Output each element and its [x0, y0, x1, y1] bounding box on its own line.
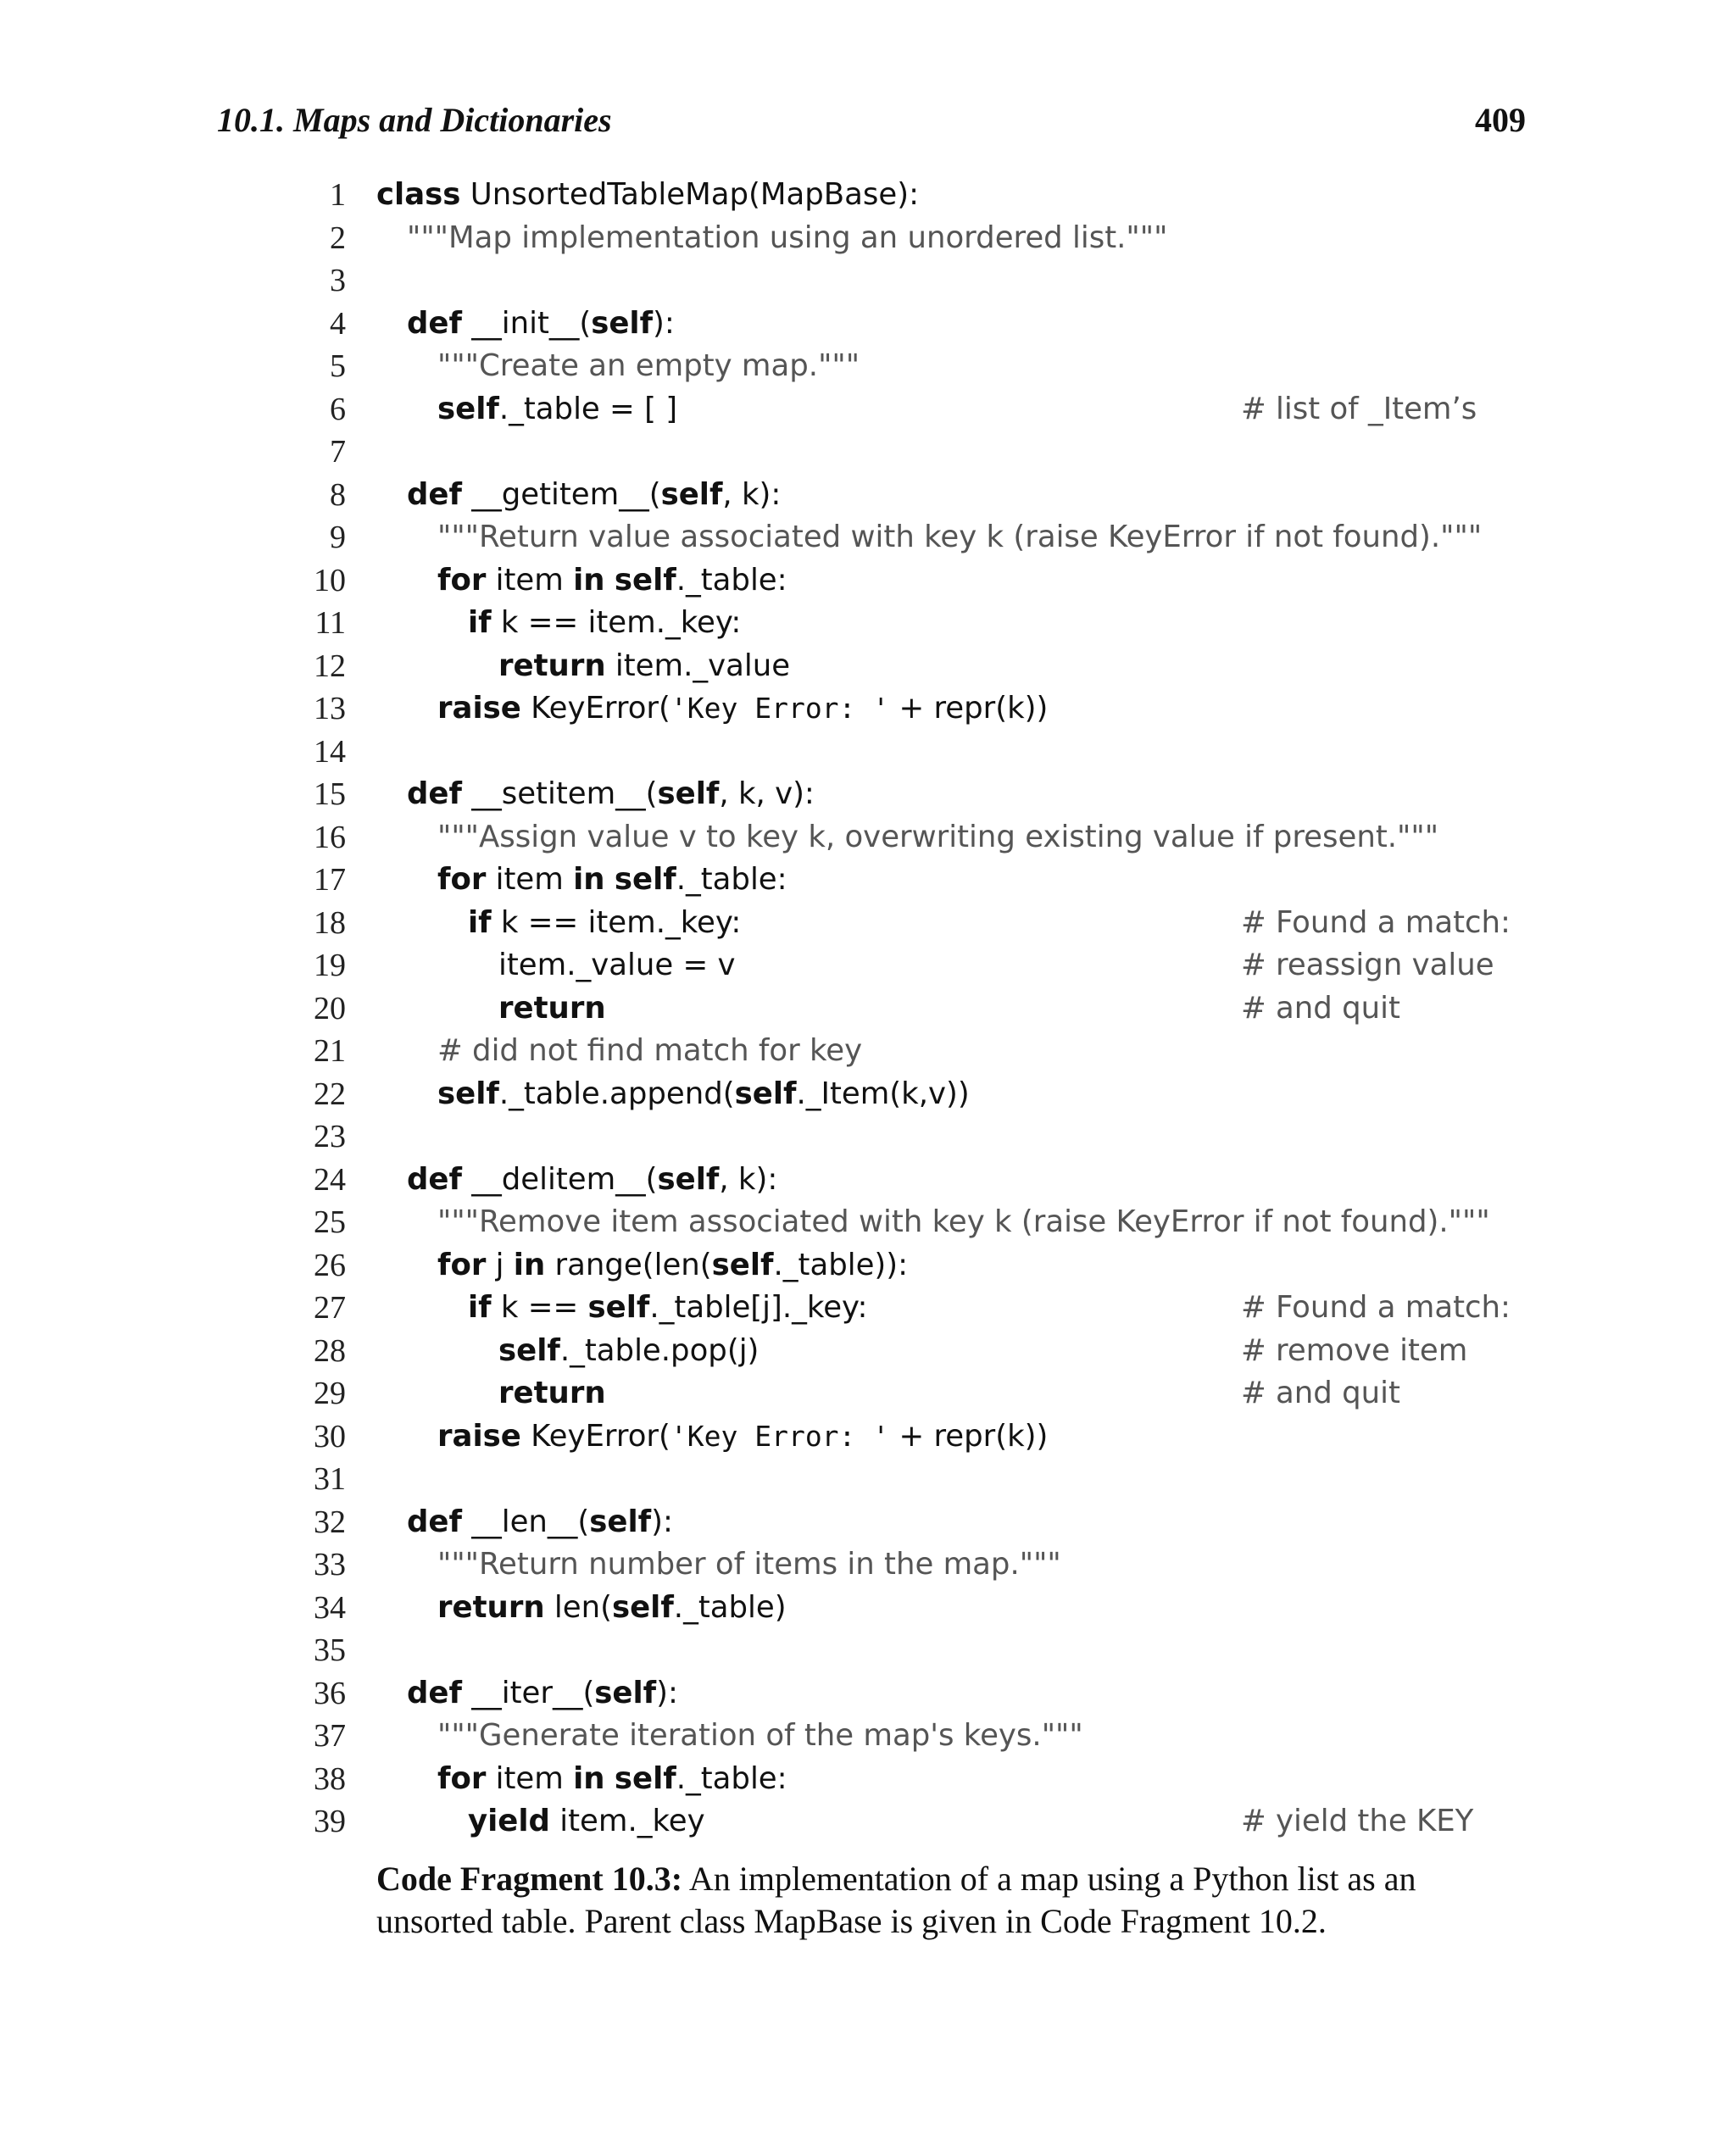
code-line: [0, 174, 1736, 217]
line-number: 23: [314, 1119, 346, 1154]
code-token: k == item._key:: [491, 904, 742, 940]
code-line: [0, 431, 1736, 474]
code-keyword: def: [407, 305, 462, 341]
code-line: [0, 1115, 1736, 1159]
line-number: 18: [314, 904, 346, 941]
code-line: [0, 816, 1736, 859]
code-keyword: self: [594, 1675, 657, 1710]
code-token: ):: [653, 305, 675, 341]
code-caption: [376, 1858, 1526, 1943]
code-keyword: class: [376, 177, 461, 212]
code-line: [0, 559, 1736, 603]
code-text: [437, 1587, 787, 1630]
code-text: [437, 345, 860, 388]
code-token: ._table.append(: [498, 1076, 735, 1111]
code-comment: # yield the KEY: [1241, 1804, 1474, 1838]
code-line: [0, 1587, 1736, 1630]
line-number: 19: [314, 948, 346, 983]
code-text: [498, 987, 606, 1031]
code-token: ._table): [673, 1589, 787, 1625]
code-keyword: in: [513, 1247, 546, 1282]
line-number: 36: [314, 1675, 346, 1711]
code-token: __getitem__(: [461, 476, 661, 512]
code-keyword: def: [407, 476, 462, 512]
code-line: [0, 1159, 1736, 1202]
code-line: [0, 944, 1736, 987]
code-text: [437, 816, 1438, 859]
code-token: KeyError(: [520, 691, 670, 726]
code-token: item._value = v: [498, 948, 736, 982]
line-number: 27: [314, 1290, 346, 1326]
code-listing: [0, 174, 1736, 1843]
code-text: [437, 388, 677, 431]
code-token: , k):: [722, 476, 782, 512]
code-keyword: def: [407, 1161, 462, 1197]
code-string-literal: 'Key Error: ': [670, 1419, 890, 1453]
code-token: item: [486, 562, 574, 598]
code-token: item: [486, 1760, 574, 1796]
code-string-literal: 'Key Error: ': [670, 692, 890, 725]
line-number: 7: [330, 434, 346, 470]
code-line: [0, 602, 1736, 645]
code-token: item: [486, 862, 574, 897]
line-number: 9: [330, 520, 346, 555]
code-line: [0, 516, 1736, 559]
code-line: [0, 1073, 1736, 1116]
line-number: 14: [314, 733, 346, 770]
code-token: item._key: [549, 1804, 705, 1838]
section-title: 10.1. Maps and Dictionaries: [217, 101, 612, 139]
code-token: ._table:: [676, 862, 787, 897]
code-keyword: self: [591, 305, 654, 341]
code-keyword: self: [611, 1589, 674, 1625]
line-number: 13: [314, 691, 346, 726]
code-line: [0, 773, 1736, 816]
code-keyword: for: [437, 862, 487, 897]
code-comment: # and quit: [1241, 990, 1400, 1026]
code-token: k ==: [491, 1290, 588, 1325]
code-line: [0, 1458, 1736, 1501]
code-token: __len__(: [461, 1504, 590, 1539]
code-text: [437, 559, 787, 603]
code-token: ._table:: [676, 1760, 787, 1796]
code-text: [437, 1415, 1048, 1459]
line-number: 38: [314, 1760, 346, 1797]
code-line: [0, 687, 1736, 731]
code-token: ._table.pop(j): [559, 1332, 760, 1368]
code-text: [468, 602, 741, 645]
code-token: range(len(: [545, 1247, 712, 1282]
code-docstring: """Create an empty map.""": [437, 348, 860, 383]
code-keyword: def: [407, 776, 462, 811]
code-keyword: self: [498, 1332, 560, 1368]
line-number: 39: [314, 1804, 346, 1839]
line-number: 34: [314, 1589, 346, 1626]
line-number: 5: [330, 348, 346, 384]
code-token: , k, v):: [719, 776, 815, 811]
code-comment: # Found a match:: [1241, 904, 1511, 940]
code-token: ):: [651, 1504, 673, 1539]
code-token: __init__(: [461, 305, 592, 341]
code-line: [0, 1372, 1736, 1415]
code-keyword: self: [734, 1076, 797, 1111]
line-number: 3: [330, 263, 346, 298]
code-text: [498, 645, 790, 688]
code-line: [0, 1287, 1736, 1330]
code-text: [437, 1244, 908, 1287]
code-keyword: raise: [437, 691, 521, 726]
code-text: [498, 944, 736, 987]
code-docstring: """Generate iteration of the map's keys.""": [437, 1718, 1083, 1753]
line-number: 33: [314, 1547, 346, 1582]
code-comment: # reassign value: [1241, 948, 1494, 982]
code-keyword: self: [657, 776, 720, 811]
line-number: 11: [314, 605, 346, 641]
code-keyword: self: [614, 1760, 676, 1796]
code-keyword: for: [437, 1247, 487, 1282]
code-line: [0, 1501, 1736, 1544]
code-keyword: self: [589, 1504, 652, 1539]
code-text: [407, 773, 815, 816]
line-number: 1: [330, 177, 346, 213]
line-number: 24: [314, 1161, 346, 1198]
code-text: [437, 1758, 787, 1801]
code-token: len(: [544, 1589, 612, 1625]
code-keyword: def: [407, 1675, 462, 1710]
line-number: 31: [314, 1461, 346, 1497]
code-token: UnsortedTableMap(MapBase):: [460, 177, 920, 212]
code-text: [437, 516, 1482, 559]
line-number: 28: [314, 1332, 346, 1369]
code-token: + repr(k)): [889, 691, 1049, 726]
code-text: [468, 1800, 705, 1843]
code-docstring: # did not find match for key: [437, 1033, 863, 1068]
code-text: [407, 303, 675, 346]
code-keyword: if: [468, 904, 492, 940]
code-comment: # list of _Item’s: [1241, 391, 1477, 426]
code-text: [468, 902, 741, 945]
code-line: [0, 1543, 1736, 1587]
code-keyword: if: [468, 1290, 492, 1325]
code-keyword: self: [614, 562, 676, 598]
code-line: [0, 987, 1736, 1031]
line-number: 30: [314, 1418, 346, 1454]
code-comment: # and quit: [1241, 1376, 1400, 1410]
code-token: k == item._key:: [491, 605, 742, 640]
code-text: [468, 1287, 867, 1330]
code-text: [437, 687, 1048, 731]
page-number: 409: [1475, 101, 1526, 139]
line-number: 2: [330, 220, 346, 256]
code-line: [0, 1672, 1736, 1716]
line-number: 6: [330, 391, 346, 427]
code-docstring: """Remove item associated with key k (raise KeyError if not found).""": [437, 1204, 1490, 1239]
code-line: [0, 859, 1736, 902]
code-keyword: if: [468, 605, 492, 640]
code-text: [407, 1672, 678, 1716]
code-keyword: in: [573, 862, 605, 897]
caption-text: An implementation of a map using a Python list as an unsorted table. Parent class MapBase is given in Code Fragment 10.2.: [376, 1860, 1416, 1940]
line-number: 26: [314, 1247, 346, 1283]
code-line: [0, 1201, 1736, 1244]
code-text: [407, 474, 781, 517]
code-keyword: yield: [468, 1804, 550, 1838]
code-line: [0, 474, 1736, 517]
code-line: [0, 1800, 1736, 1843]
code-keyword: return: [498, 990, 606, 1026]
code-keyword: for: [437, 1760, 487, 1796]
code-keyword: return: [498, 1376, 606, 1410]
line-number: 21: [314, 1033, 346, 1069]
line-number: 32: [314, 1504, 346, 1540]
code-token: j: [486, 1247, 514, 1282]
code-keyword: self: [587, 1290, 650, 1325]
line-number: 8: [330, 476, 346, 513]
code-line: [0, 345, 1736, 388]
code-token: item._value: [605, 648, 791, 683]
code-line: [0, 259, 1736, 303]
code-line: [0, 731, 1736, 774]
code-token: __iter__(: [461, 1675, 595, 1710]
line-number: 17: [314, 862, 346, 898]
line-number: 20: [314, 990, 346, 1026]
code-token: + repr(k)): [889, 1418, 1049, 1454]
line-number: 22: [314, 1076, 346, 1112]
code-text: [437, 1715, 1083, 1758]
code-token: ._table:: [676, 562, 787, 598]
code-keyword: in: [573, 562, 605, 598]
code-text: [407, 1501, 673, 1544]
code-token: ._table)):: [773, 1247, 909, 1282]
line-number: 35: [314, 1632, 346, 1668]
line-number: 29: [314, 1376, 346, 1411]
code-keyword: def: [407, 1504, 462, 1539]
code-keyword: in: [573, 1760, 605, 1796]
code-text: [498, 1330, 759, 1373]
code-keyword: self: [711, 1247, 774, 1282]
code-keyword: return: [437, 1589, 545, 1625]
code-line: [0, 902, 1736, 945]
code-keyword: self: [437, 1076, 499, 1111]
caption-label: Code Fragment 10.3:: [376, 1860, 683, 1898]
code-token: , k):: [719, 1161, 778, 1197]
code-comment: # Found a match:: [1241, 1290, 1511, 1325]
code-docstring: """Return value associated with key k (raise KeyError if not found).""": [437, 520, 1483, 554]
line-number: 10: [314, 562, 346, 598]
code-keyword: self: [437, 391, 499, 426]
code-line: [0, 1244, 1736, 1287]
code-text: [376, 174, 919, 217]
code-text: [437, 1543, 1061, 1587]
code-token: __delitem__(: [461, 1161, 658, 1197]
code-text: [498, 1372, 606, 1415]
code-line: [0, 388, 1736, 431]
code-line: [0, 1629, 1736, 1672]
code-line: [0, 1715, 1736, 1758]
code-text: [437, 1073, 970, 1116]
code-line: [0, 1330, 1736, 1373]
line-number: 4: [330, 305, 346, 342]
code-line: [0, 1030, 1736, 1073]
code-keyword: self: [614, 862, 676, 897]
code-line: [0, 303, 1736, 346]
code-text: [407, 217, 1167, 260]
code-token: ._table[j]._key:: [649, 1290, 868, 1325]
line-number: 25: [314, 1204, 346, 1240]
line-number: 12: [314, 648, 346, 684]
code-keyword: self: [657, 1161, 720, 1197]
code-keyword: for: [437, 562, 487, 598]
code-line: [0, 645, 1736, 688]
code-line: [0, 217, 1736, 260]
code-token: KeyError(: [520, 1418, 670, 1454]
code-text: [437, 859, 787, 902]
code-token: [605, 862, 615, 897]
code-token: ._Item(k,v)): [796, 1076, 970, 1111]
code-token: ):: [656, 1675, 678, 1710]
code-text: [437, 1201, 1490, 1244]
code-token: __setitem__(: [461, 776, 658, 811]
line-number: 15: [314, 776, 346, 812]
code-token: ._table = [ ]: [498, 391, 678, 426]
code-docstring: """Return number of items in the map.""": [437, 1547, 1061, 1582]
code-text: [437, 1030, 862, 1073]
code-line: [0, 1758, 1736, 1801]
code-text: [407, 1159, 777, 1202]
code-keyword: return: [498, 648, 606, 683]
code-token: [605, 1761, 615, 1796]
line-number: 16: [314, 819, 346, 855]
code-keyword: raise: [437, 1418, 521, 1454]
code-docstring: """Assign value v to key k, overwriting existing value if present.""": [437, 819, 1439, 854]
code-keyword: self: [660, 476, 723, 512]
code-token: [605, 563, 615, 598]
line-number: 37: [314, 1718, 346, 1754]
code-line: [0, 1415, 1736, 1459]
code-docstring: """Map implementation using an unordered list.""": [407, 220, 1168, 255]
code-comment: # remove item: [1241, 1332, 1468, 1368]
